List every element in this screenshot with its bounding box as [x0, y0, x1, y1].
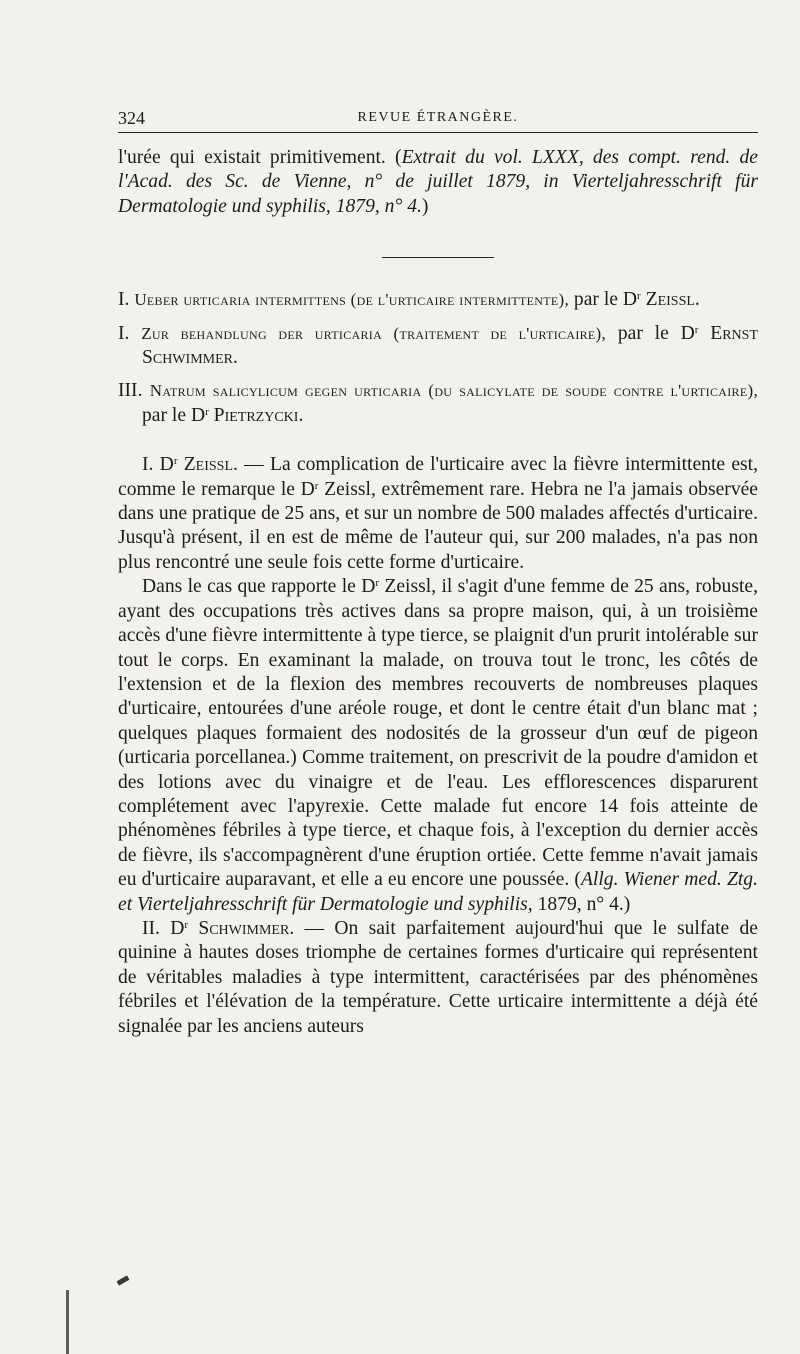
body-text [118, 146, 758, 1039]
running-head: REVUE ÉTRANGÈRE. [357, 110, 519, 125]
intro-paragraph: l'urée qui existait primitivement. (Extrait du vol. LXXX, des compt. rend. de l'Acad. des Sc. de Vienne, n° de juillet 1879, in Vierteljahresschrift für Dermatologie und syphilis, 1879, n° 4.) [118, 147, 759, 217]
article-title-1: I. Ueber urticaria intermittens (de l'urticaire intermittente), par le $D^r$ Zeissl. [118, 289, 700, 311]
section1-paragraph2: Dans le cas que rapporte le $D^r$ Zeissl, il s'agit d'une femme de 25 ans, robuste, ayant des occupations très actives dans sa propre maison, qui, à un troisième accès d'une fièvre intermittente à type tierce, se plaignit d'un prurit intolérable sur tout le corps. En examinant la malade, on trouva tout le tronc, les côtés de l'extension et de la flexion des membres recouverts de nombreuses plaques d'urticaire, entourées d'une aréole rouge, et dont le centre était d'un blanc mat ; quelques plaques formaient des nodosités de la grosseur d'un œuf de pigeon (urticaria porcellanea.) Comme traitement, on prescrivit de la poudre d'amidon et des lotions avec du vinaigre et de l'eau. Les efflorescences disparurent complétement avec l'apyrexie. Cette malade fut encore 14 fois atteinte de phénomènes fébriles à type tierce, et chaque fois, à l'exception du dernier accès de fièvre, ils s'accompagnèrent d'une éruption ortiée. Cette femme n'avait jamais eu d'urticaire auparavant, et elle a eu encore une poussée. (Allg. Wiener med. Ztg. et Vierteljahresschrift für Dermatologie und syphilis, 1879, n° 4.) [118, 576, 758, 915]
section2-paragraph: II. $D^r$ Schwimmer. — On sait parfaitement aujourd'hui que le sulfate de quinine à hautes doses triomphe de certaines formes d'urticaire qui représentent de véritables maladies à type intermittent, caractérisées par des phénomènes fébriles et l'élévation de la température. Cette urticaire intermittente a déjà été signalée par les anciens auteurs [118, 917, 758, 1037]
ink-mark [117, 1275, 130, 1285]
section1-citation: Allg. Wiener med. Ztg. et Vierteljahresschrift für Dermatologie und syphilis, [118, 869, 758, 915]
section1-paragraph1: I. $D^r$ Zeissl. — La complication de l'urticaire avec la fièvre intermittente est, comme le remarque le $D^r$ Zeissl, extrêmement rare. Hebra ne l'a jamais observée dans une pratique de 25 ans, et sur un nombre de 500 malades affectés d'urticaire. Jusqu'à présent, il en est de même de l'auteur qui, sur 200 malades, n'a pas non plus rencontré une seule fois cette forme d'urticaire. [118, 454, 759, 573]
section-separator [382, 257, 494, 258]
article-title-3: III. Natrum salicylicum gegen urticaria (du salicylate de soude contre l'urticaire), par le $D^r$ Pietrzycki. [118, 380, 758, 426]
page-number: 324 [118, 108, 145, 128]
intro-citation: Extrait du vol. LXXX, des compt. rend. de l'Acad. des Sc. de Vienne, n° de juillet 1879, in Vierteljahresschrift für Dermatologie und syphilis, 1879, n° 4. [118, 147, 759, 217]
page-header [118, 104, 758, 133]
page-edge-mark [66, 1290, 69, 1354]
article-title-2: I. Zur behandlung der urticaria (traitement de l'urticaire), par le $D^r$ Ernst Schwimmer. [118, 322, 759, 369]
article-titles [118, 288, 758, 428]
